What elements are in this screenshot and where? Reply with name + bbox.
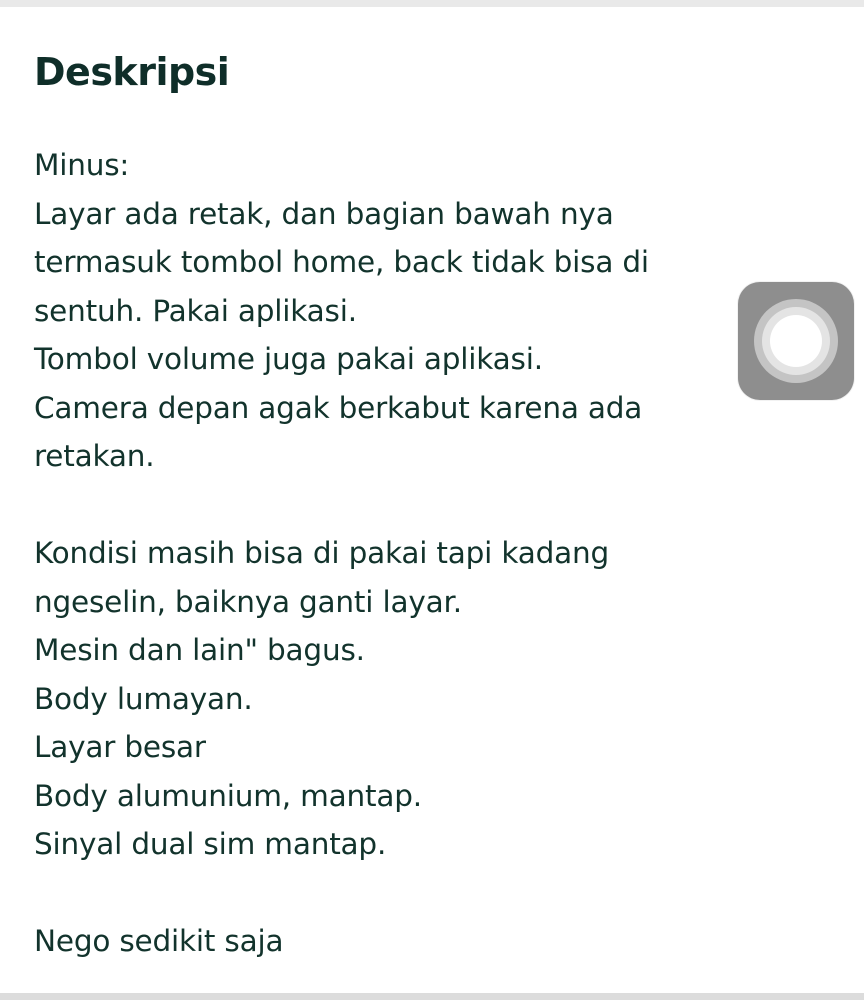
- description-line: Body alumunium, mantap.: [34, 778, 422, 813]
- top-divider: [0, 0, 864, 7]
- bottom-divider: [0, 993, 864, 1000]
- description-spacer: [34, 869, 794, 918]
- description-line: Sinyal dual sim mantap.: [34, 827, 387, 861]
- description-line: Layar ada retak, dan bagian bawah nya: [34, 196, 614, 231]
- section-title: Deskripsi: [34, 50, 230, 94]
- description-line: Mesin dan lain" bagus.: [34, 633, 365, 667]
- assistive-touch-icon: [754, 299, 838, 383]
- description-line: termasuk tombol home, back tidak bisa di: [34, 245, 649, 279]
- description-line: Tombol volume juga pakai aplikasi.: [34, 342, 543, 376]
- description-line: Minus:: [34, 148, 130, 182]
- description-line: Kondisi masih bisa di pakai tapi kadang: [34, 536, 610, 570]
- assistive-touch-ring: [762, 307, 830, 375]
- description-line: Camera depan agak berkabut karena ada: [34, 390, 643, 425]
- description-line: ngeselin, baiknya ganti layar.: [34, 584, 462, 619]
- description-text: [34, 141, 794, 966]
- description-line: retakan.: [34, 439, 155, 473]
- description-card: [0, 7, 864, 993]
- assistive-touch-button[interactable]: [738, 282, 854, 400]
- description-spacer: [34, 481, 794, 530]
- description-line: Body lumayan.: [34, 681, 253, 716]
- description-line: sentuh. Pakai aplikasi.: [34, 293, 357, 328]
- description-line: Layar besar: [34, 730, 206, 764]
- assistive-touch-core: [770, 315, 822, 367]
- description-line: Nego sedikit saja: [34, 924, 284, 958]
